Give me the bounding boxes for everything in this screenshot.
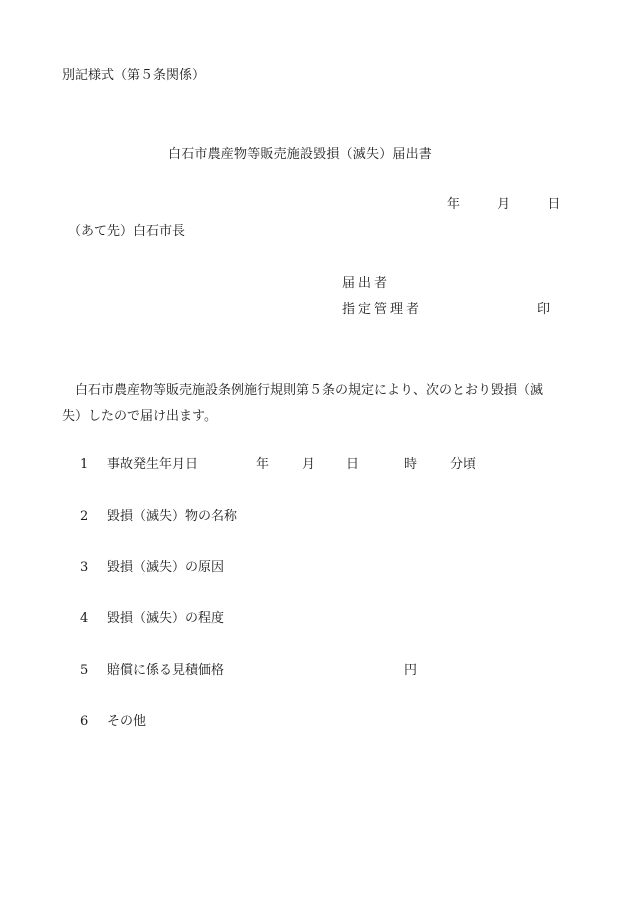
incident-minute-unit: 分頃 (450, 457, 477, 472)
manager-label: 指定管理者 (342, 302, 423, 317)
incident-year-unit: 年 (256, 457, 270, 472)
item-label: 毀損（滅失）の程度 (107, 611, 225, 626)
incident-month-unit: 月 (302, 457, 316, 472)
item-label: 事故発生年月日 (107, 457, 199, 472)
submitter-label: 届出者 (342, 276, 391, 291)
incident-hour-unit: 時 (404, 457, 418, 472)
date-day: 日 (547, 197, 561, 212)
date-line (447, 198, 560, 211)
yen-unit: 円 (404, 663, 418, 678)
item-number: 1 (80, 457, 89, 472)
item-number: 5 (80, 663, 89, 678)
incident-day-unit: 日 (346, 457, 360, 472)
item-number: 3 (80, 560, 89, 575)
date-month: 月 (497, 197, 511, 212)
date-year: 年 (447, 197, 461, 212)
addressee: （あて先）白石市長 (68, 224, 186, 239)
body-text: 白石市農産物等販売施設条例施行規則第５条の規定により、次のとおり毀損（滅失）したので届け出ます。 (62, 383, 544, 424)
page-title: 白石市農産物等販売施設毀損（滅失）届出書 (168, 147, 433, 162)
item-number: 2 (80, 509, 89, 524)
seal-mark: 印 (537, 302, 551, 317)
item-label: 毀損（滅失）物の名称 (107, 509, 238, 524)
item-label: 毀損（滅失）の原因 (107, 560, 225, 575)
form-heading: 別記様式（第５条関係） (62, 68, 206, 83)
item-number: 4 (80, 611, 89, 626)
item-label: 賠償に係る見積価格 (107, 663, 225, 678)
item-number: 6 (80, 714, 89, 729)
item-label: その他 (107, 714, 147, 729)
